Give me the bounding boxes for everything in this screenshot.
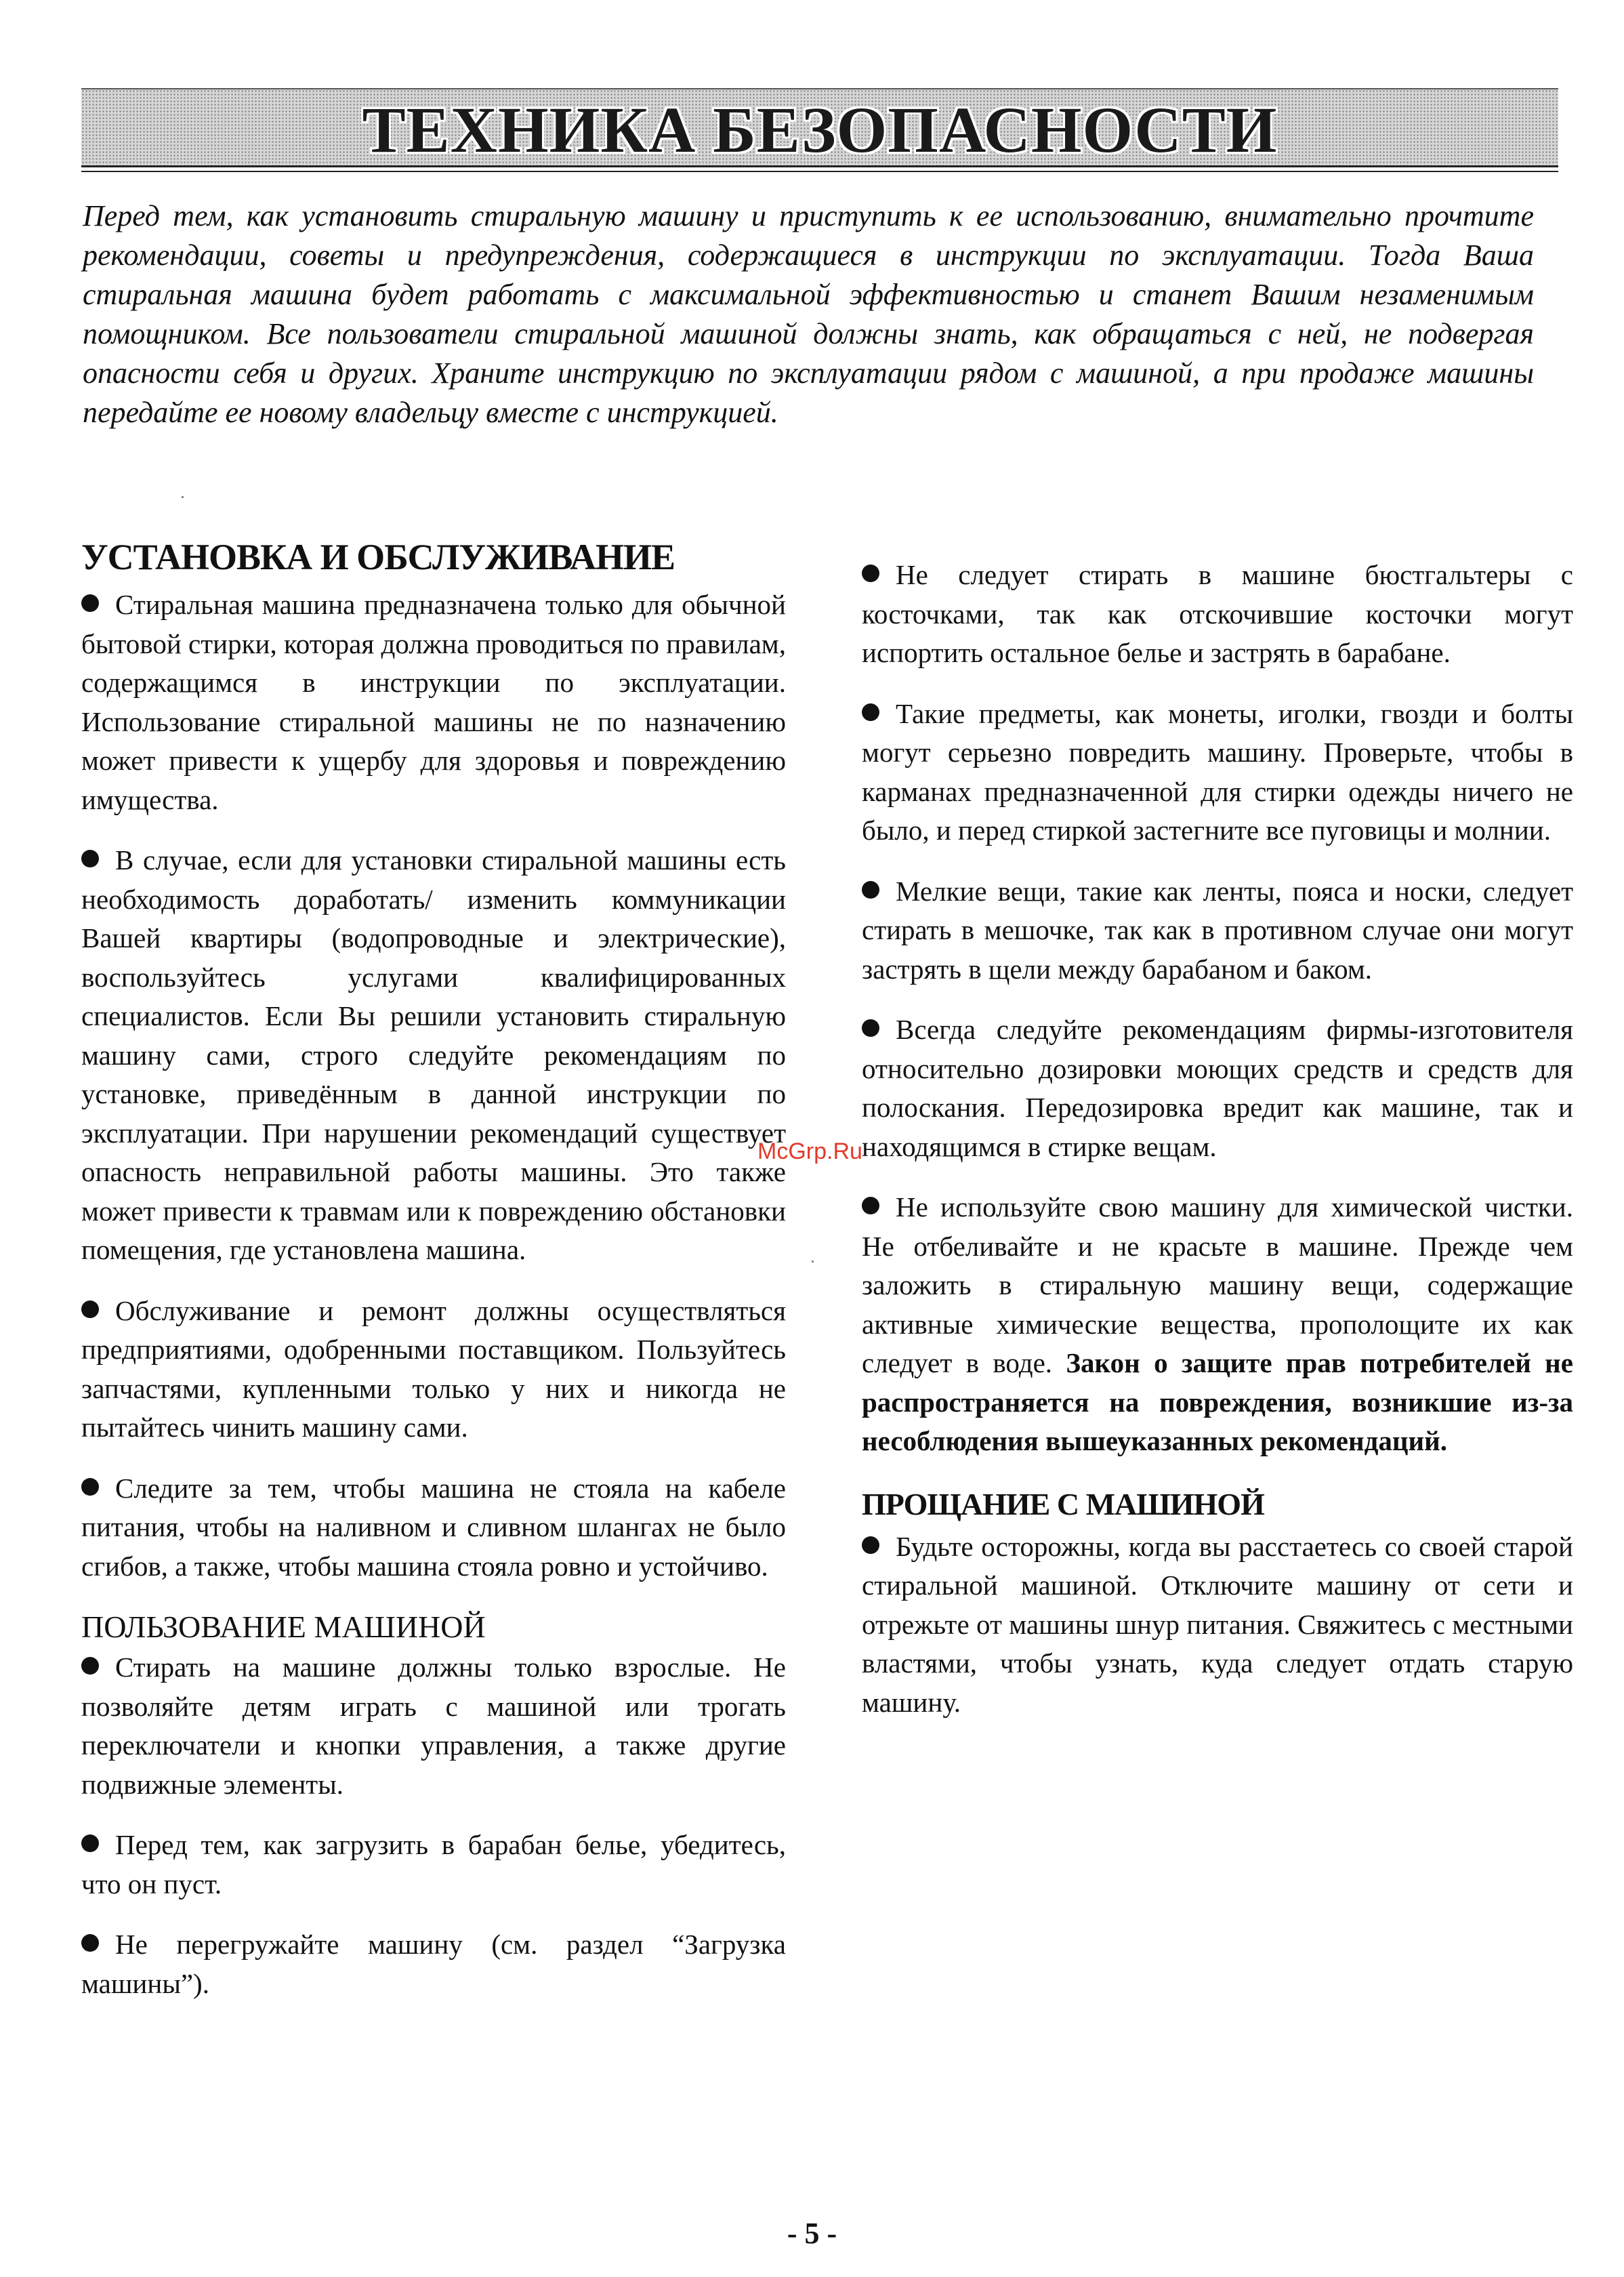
bullet-item: Перед тем, как загрузить в барабан белье, убедитесь, что он пуст. bbox=[81, 1829, 786, 1900]
bullet-item: Не используйте свою машину для химической чистки. Не отбеливайте и не красьте в машине. Прежде чем заложить в стиральную машину вещи, содержащие активные химические вещества, прополощите их как следует в воде. Закон о защите прав потребителей не распространяется на повреждения, возникшие из-за несоблюдения вышеуказанных рекомендаций. bbox=[862, 1191, 1573, 1456]
usage-heading: ПОЛЬЗОВАНИЕ МАШИНОЙ bbox=[81, 1609, 486, 1644]
bullet-icon bbox=[862, 1536, 879, 1554]
left-column bbox=[81, 535, 786, 2025]
page-number: - 5 - bbox=[787, 2217, 837, 2250]
bullet-icon bbox=[862, 703, 879, 721]
bullet-item: В случае, если для установки стиральной машины есть необходимость доработать/ изменить коммуникации Вашей квартиры (водопроводные и электрические), воспользуйтесь услугами квалифицированных специалистов. Если Вы решили установить стиральную машину сами, строго следуйте рекомендациям по установке, приведённым в данной инструкции по эксплуатации. При нарушении рекомендаций существует опасность неправильной работы машины. Это также может привести к травмам или к повреждению обстановки помещения, где установлена машина. bbox=[81, 844, 786, 1265]
bullet-icon bbox=[862, 881, 879, 899]
bullet-item: Мелкие вещи, такие как ленты, пояса и носки, следует стирать в мешочке, так как в противном случае они могут застрять в щели между барабаном и баком. bbox=[862, 875, 1573, 985]
bullet-item: Обслуживание и ремонт должны осуществляться предприятиями, одобренными поставщиком. Пользуйтесь запчастями, купленными только у них и никогда не пытайтесь чинить машину сами. bbox=[81, 1294, 786, 1443]
bullet-item: Не следует стирать в машине бюстгальтеры с косточками, так как отскочившие косточки могут испортить остальное белье и застрять в барабане. bbox=[862, 559, 1573, 668]
bullet-icon bbox=[81, 1300, 99, 1318]
bullet-item: Такие предметы, как монеты, иголки, гвозди и болты могут серьезно повредить машину. Проверьте, чтобы в карманах предназначенной для стирки одежды ничего не было, и перед стиркой застегните все пуговицы и молнии. bbox=[862, 697, 1573, 846]
bullet-icon bbox=[862, 1197, 879, 1214]
bullet-icon bbox=[81, 1478, 99, 1496]
scan-speck bbox=[182, 496, 184, 498]
bullet-item: Стиральная машина предназначена только для обычной бытовой стирки, которая должна проводиться по правилам, содержащимся в инструкции по эксплуатации. Использование стиральной машины не по назначению может привести к ущербу для здоровья и повреждению имущества. bbox=[81, 589, 786, 815]
farewell-heading: ПРОЩАНИЕ С МАШИНОЙ bbox=[862, 1486, 1264, 1521]
intro-paragraph: Перед тем, как установить стиральную машину и приступить к ее использованию, внимательно прочтите рекомендации, советы и предупреждения, содержащиеся в инструкции по эксплуатации. Тогда Ваша стиральная машина будет работать с максимальной эффективностью и станет Вашим незаменимым помощником. Все пользователи стиральной машиной должны знать, как обращаться с ней, не подвергая опасности себя и других. Храните инструкцию по эксплуатации рядом с машиной, а при продаже машины передайте ее новому владельцу вместе с инструкцией. bbox=[83, 199, 1534, 429]
right-column bbox=[862, 556, 1573, 1744]
bullet-icon bbox=[81, 1834, 99, 1852]
watermark: McGrp.Ru bbox=[757, 1138, 862, 1164]
bullet-item: Будьте осторожны, когда вы расстаетесь со своей старой стиральной машиной. Отключите машину от сети и отрежьте от машины шнур питания. Свяжитесь с местными властями, чтобы узнать, куда следует отдать старую машину. bbox=[862, 1530, 1573, 1718]
bullet-icon bbox=[81, 594, 99, 612]
page-title: ТЕХНИКА БЕЗОПАСНОСТИ bbox=[362, 94, 1278, 166]
title-divider bbox=[81, 171, 1558, 172]
warranty-warning: Закон о защите прав потребителей не распространяется на повреждения, возникшие из-за несоблюдения вышеуказанных рекомендаций. bbox=[862, 1347, 1573, 1456]
scan-speck bbox=[812, 1260, 814, 1263]
bullet-item: Стирать на машине должны только взрослые. Не позволяйте детям играть с машиной или трогать переключатели и кнопки управления, а также другие подвижные элементы. bbox=[81, 1652, 786, 1800]
bullet-icon bbox=[81, 1657, 99, 1675]
bullet-item: Следите за тем, чтобы машина не стояла на кабеле питания, чтобы на наливном и сливном шлангах не было сгибов, а также, чтобы машина стояла ровно и устойчиво. bbox=[81, 1472, 786, 1582]
bullet-item: Всегда следуйте рекомендациям фирмы-изготовителя относительно дозировки моющих средств и средств для полоскания. Передозировка вредит как машине, так и находящимся в стирке вещам. bbox=[862, 1014, 1573, 1162]
bullet-item: Не перегружайте машину (см. раздел “Загрузка машины”). bbox=[81, 1929, 786, 1999]
installation-heading: УСТАНОВКА И ОБСЛУЖИВАНИЕ bbox=[81, 537, 675, 577]
bullet-icon bbox=[81, 1934, 99, 1952]
bullet-icon bbox=[862, 1019, 879, 1037]
bullet-icon bbox=[81, 850, 99, 867]
bullet-icon bbox=[862, 565, 879, 582]
title-banner bbox=[81, 88, 1558, 167]
